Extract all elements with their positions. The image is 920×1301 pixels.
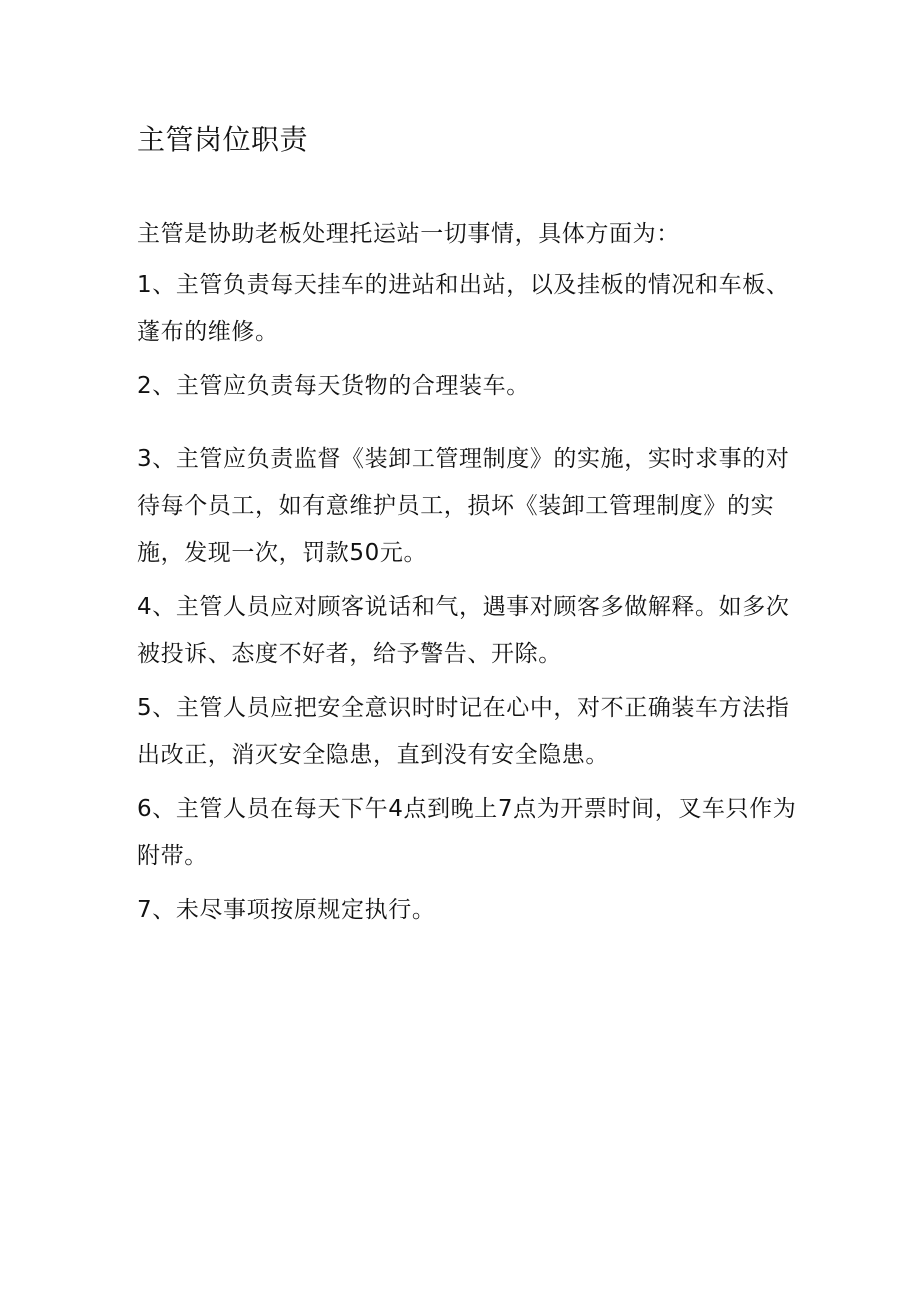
duty-item-1: 1、主管负责每天挂车的进站和出站，以及挂板的情况和车板、蓬布的维修。 [137,272,790,345]
document-body [137,211,797,934]
duty-item-4: 4、主管人员应对顾客说话和气，遇事对顾客多做解释。如多次被投诉、态度不好者，给予警告、开除。 [137,594,790,667]
duty-item-2: 2、主管应负责每天货物的合理装车。 [137,373,530,399]
duty-item-3: 3、主管应负责监督《装卸工管理制度》的实施，实时求事的对待每个员工，如有意维护员工，损坏《装卸工管理制度》的实施，发现一次，罚款50元。 [137,446,790,566]
duty-item-6: 6、主管人员在每天下午4点到晚上7点为开票时间，叉车只作为附带。 [137,796,797,869]
duty-item-7: 7、未尽事项按原规定执行。 [137,897,436,923]
intro-paragraph: 主管是协助老板处理托运站一切事情，具体方面为： [137,221,680,247]
document-title: 主管岗位职责 [137,123,309,156]
duty-item-5: 5、主管人员应把安全意识时时记在心中，对不正确装车方法指出改正，消灭安全隐患，直到没有安全隐患。 [137,695,790,768]
